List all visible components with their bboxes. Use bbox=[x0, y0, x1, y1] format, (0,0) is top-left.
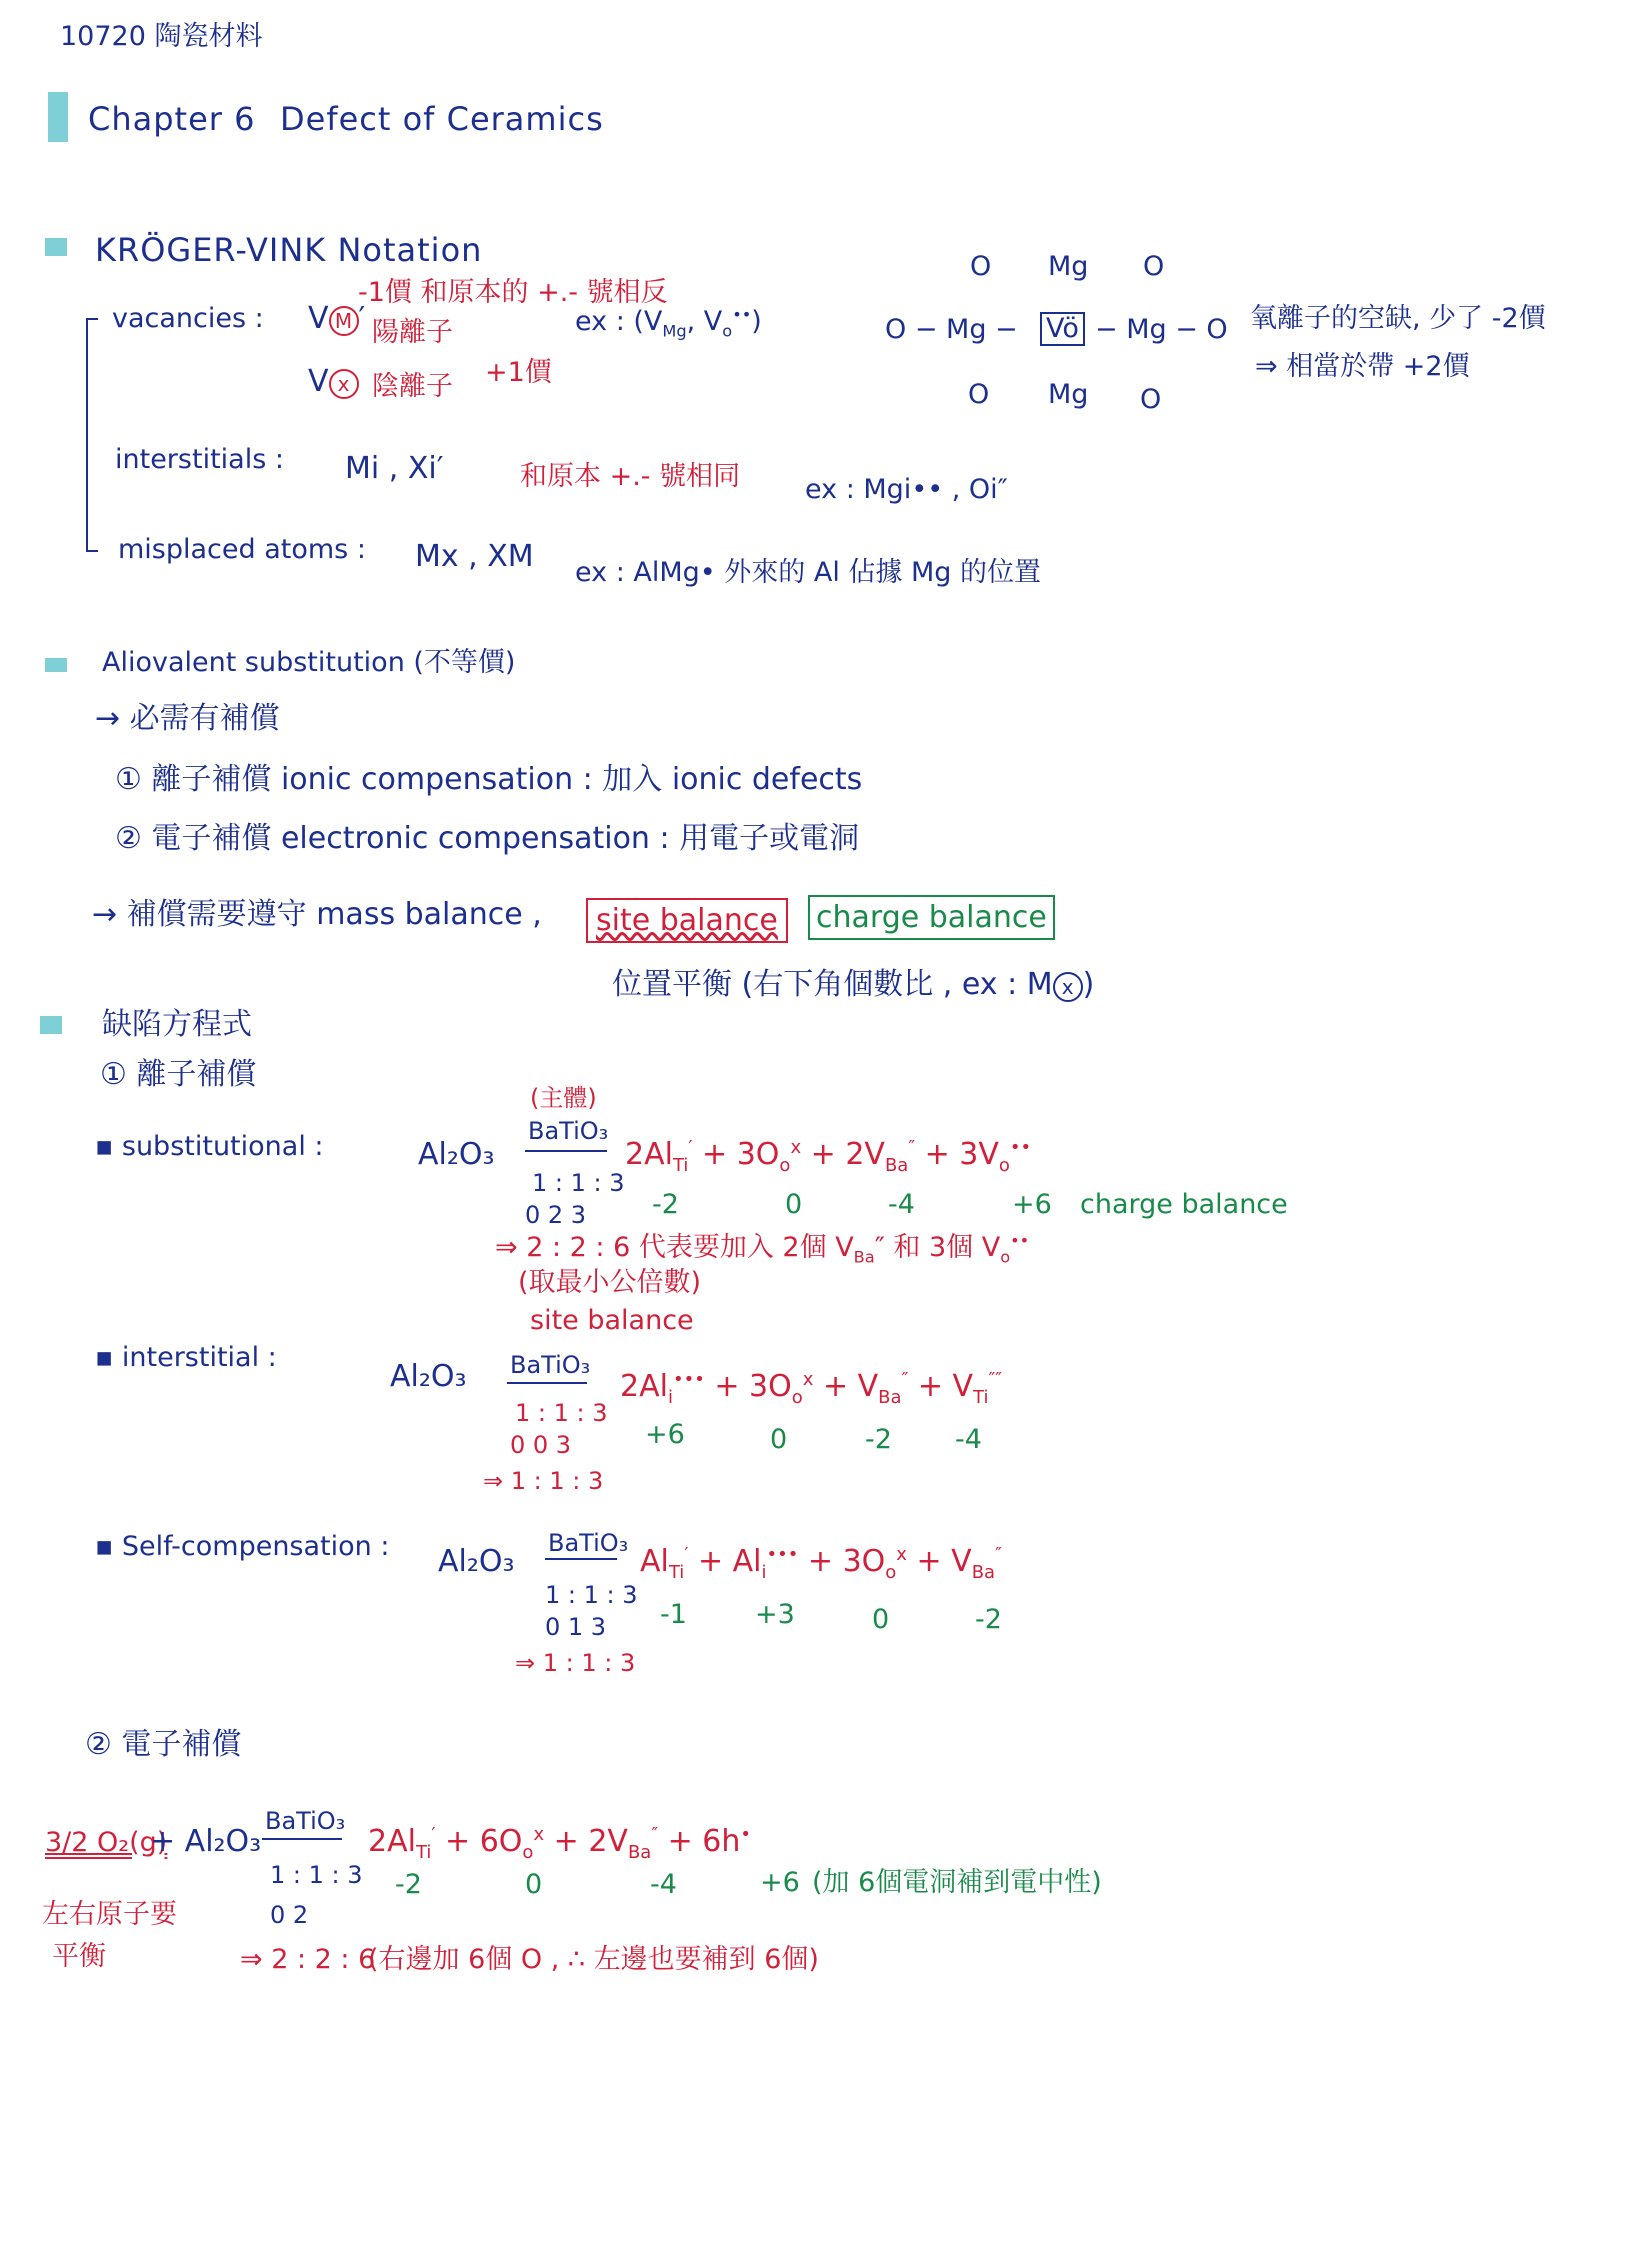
aliovalent-line-1: → 必需有補償 bbox=[95, 701, 280, 736]
subst-note-3: site balance bbox=[530, 1305, 694, 1336]
self-arrow-label: BaTiO₃ bbox=[548, 1529, 629, 1557]
interstitials-note: 和原本 +.- 號相同 bbox=[520, 461, 741, 492]
subst-charge-3: -4 bbox=[888, 1189, 915, 1220]
electronic-ratio-3-note: (右邊加 6個 O , ∴ 左邊也要補到 6個) bbox=[368, 1944, 819, 1975]
self-label: ▪ Self-compensation : bbox=[95, 1531, 390, 1562]
inter-charge-4: -4 bbox=[955, 1424, 982, 1455]
aliovalent-line-5: 位置平衡 (右下角個數比 , ex : M x ) bbox=[612, 967, 1095, 1002]
inter-charge-3: -2 bbox=[865, 1424, 892, 1455]
vacancy-anion-note: +1價 bbox=[485, 357, 552, 388]
structure-note-2: ⇒ 相當於帶 +2價 bbox=[1255, 351, 1470, 382]
aliovalent-line-2: ① 離子補償 ionic compensation : 加入 ionic defects bbox=[115, 762, 863, 797]
vacancy-cation-subnote: 陽離子 bbox=[372, 317, 453, 348]
subst-products: $2Al_{Ti}' + 3O_o^x + 2V_{Ba}'' + 3V_o^{••}$ bbox=[625, 1137, 1032, 1176]
chapter-highlight bbox=[48, 92, 68, 142]
self-charge-1: -1 bbox=[660, 1599, 687, 1630]
structure-mid-left: O − Mg − bbox=[885, 314, 1018, 345]
vacancy-anion: V x bbox=[308, 365, 359, 399]
subst-reactant: Al₂O₃ bbox=[418, 1137, 495, 1172]
subst-arrow-label: BaTiO₃ bbox=[528, 1117, 609, 1145]
structure-bottom-o1: O bbox=[968, 379, 990, 410]
subst-ratio: 1 : 1 : 3 bbox=[532, 1169, 625, 1197]
structure-vacancy: Vö bbox=[1040, 312, 1085, 346]
subst-arrow bbox=[525, 1150, 607, 1152]
electronic-charge-3: -4 bbox=[650, 1869, 677, 1900]
self-charge-4: -2 bbox=[975, 1604, 1002, 1635]
inter-ratio-3: ⇒ 1 : 1 : 3 bbox=[483, 1467, 604, 1495]
inter-charge-1: +6 bbox=[645, 1419, 685, 1450]
structure-top-o1: O bbox=[970, 251, 992, 282]
inter-label: ▪ interstitial : bbox=[95, 1342, 277, 1373]
self-charge-3: 0 bbox=[872, 1604, 890, 1635]
interstitials-value: Mi , Xi′ bbox=[345, 451, 444, 486]
vacancy-example: ex : ($V_{Mg}$, $V_o^{••}$) bbox=[575, 305, 762, 341]
misplaced-value: Mx , XM bbox=[415, 539, 534, 574]
vacancy-cation-note: -1價 和原本的 +.- 號相反 bbox=[358, 277, 668, 308]
structure-note-1: 氧離子的空缺, 少了 -2價 bbox=[1250, 303, 1546, 334]
page-date: 10720 陶瓷材料 bbox=[60, 21, 263, 52]
ionic-heading: ① 離子補償 bbox=[100, 1057, 257, 1092]
structure-top-mg: Mg bbox=[1048, 251, 1089, 282]
structure-mid-right: − Mg − O bbox=[1095, 314, 1228, 345]
self-ratio: 1 : 1 : 3 bbox=[545, 1581, 638, 1609]
electronic-ratio-3: ⇒ 2 : 2 : 6 bbox=[240, 1944, 376, 1975]
misplaced-label: misplaced atoms : bbox=[118, 534, 366, 565]
electronic-left-note-2: 平衡 bbox=[52, 1941, 106, 1972]
electronic-left-note-1: 左右原子要 bbox=[42, 1899, 177, 1930]
site-balance-box: site balance bbox=[586, 898, 788, 943]
electronic-charge-2: 0 bbox=[525, 1869, 543, 1900]
subst-ratio-2: 0 2 3 bbox=[525, 1201, 587, 1229]
defect-eq-heading: 缺陷方程式 bbox=[102, 1007, 252, 1042]
electronic-arrow-label: BaTiO₃ bbox=[265, 1807, 346, 1835]
electronic-ratio-2: 0 2 bbox=[270, 1901, 309, 1929]
interstitials-label: interstitials : bbox=[115, 444, 284, 475]
charge-balance-box: charge balance bbox=[808, 895, 1055, 940]
electronic-charge-note: (加 6個電洞補到電中性) bbox=[812, 1867, 1102, 1898]
electronic-charge-1: -2 bbox=[395, 1869, 422, 1900]
structure-top-o2: O bbox=[1143, 251, 1165, 282]
inter-products: $2Al_i^{•••} + 3O_o^x + V_{Ba}'' + V_{Ti}''''$ bbox=[620, 1369, 1002, 1408]
inter-charge-2: 0 bbox=[770, 1424, 788, 1455]
inter-arrow-label: BaTiO₃ bbox=[510, 1351, 591, 1379]
structure-bottom-o2: O bbox=[1140, 384, 1162, 415]
subst-note-2: (取最小公倍數) bbox=[518, 1267, 702, 1298]
electronic-ratio: 1 : 1 : 3 bbox=[270, 1861, 363, 1889]
section-bullet bbox=[45, 238, 67, 256]
section-bullet bbox=[40, 1016, 62, 1034]
electronic-reactant: + Al₂O₃ bbox=[150, 1824, 262, 1859]
structure-bottom-mg: Mg bbox=[1048, 379, 1089, 410]
self-arrow bbox=[545, 1558, 617, 1560]
subst-host-note: (主體) bbox=[530, 1084, 597, 1112]
kroger-heading: KRÖGER-VINK Notation bbox=[95, 231, 483, 269]
self-charge-2: +3 bbox=[755, 1599, 795, 1630]
electronic-heading: ② 電子補償 bbox=[85, 1727, 242, 1762]
subst-label: ▪ substitutional : bbox=[95, 1131, 324, 1162]
electronic-arrow bbox=[262, 1838, 342, 1840]
electronic-products: $2Al_{Ti}' + 6O_o^x + 2V_{Ba}'' + 6h^•$ bbox=[368, 1824, 752, 1863]
vacancy-cation: V M ′ bbox=[308, 301, 366, 336]
subst-charge-4: +6 bbox=[1012, 1189, 1052, 1220]
vacancy-anion-subnote: 陰離子 bbox=[372, 371, 453, 402]
misplaced-example: ex : AlMg• 外來的 Al 佔據 Mg 的位置 bbox=[575, 557, 1042, 588]
subst-charge-1: -2 bbox=[652, 1189, 679, 1220]
self-ratio-3: ⇒ 1 : 1 : 3 bbox=[515, 1649, 636, 1677]
vacancies-label: vacancies : bbox=[112, 303, 264, 334]
subst-charge-label: charge balance bbox=[1080, 1189, 1288, 1220]
aliovalent-line-3: ② 電子補償 electronic compensation : 用電子或電洞 bbox=[115, 821, 860, 856]
inter-ratio: 1 : 1 : 3 bbox=[515, 1399, 608, 1427]
interstitials-example: ex : Mgi•• , Oi″ bbox=[805, 474, 1008, 505]
self-products: $Al_{Ti}' + Al_i^{•••} + 3O_o^x + V_{Ba}''$ bbox=[640, 1544, 1002, 1583]
aliovalent-line-4: → 補償需要遵守 mass balance , bbox=[92, 897, 542, 932]
inter-ratio-2: 0 0 3 bbox=[510, 1431, 572, 1459]
inter-arrow bbox=[507, 1382, 587, 1384]
aliovalent-heading: Aliovalent substitution (不等價) bbox=[102, 647, 516, 678]
electronic-o2: 3/2 O₂(g) bbox=[45, 1827, 168, 1858]
inter-reactant: Al₂O₃ bbox=[390, 1359, 467, 1394]
chapter-label: Chapter 6 bbox=[88, 100, 256, 138]
subst-charge-2: 0 bbox=[785, 1189, 803, 1220]
electronic-charge-4: +6 bbox=[760, 1867, 800, 1898]
self-ratio-2: 0 1 3 bbox=[545, 1613, 607, 1641]
subst-note-1: ⇒ 2 : 2 : 6 代表要加入 2個 $V_{Ba}''$ 和 3個 $V_o^{••}$ bbox=[495, 1231, 1030, 1267]
kroger-bracket bbox=[86, 318, 98, 552]
section-bullet bbox=[45, 658, 67, 672]
chapter-title: Defect of Ceramics bbox=[280, 100, 604, 138]
self-reactant: Al₂O₃ bbox=[438, 1544, 515, 1579]
